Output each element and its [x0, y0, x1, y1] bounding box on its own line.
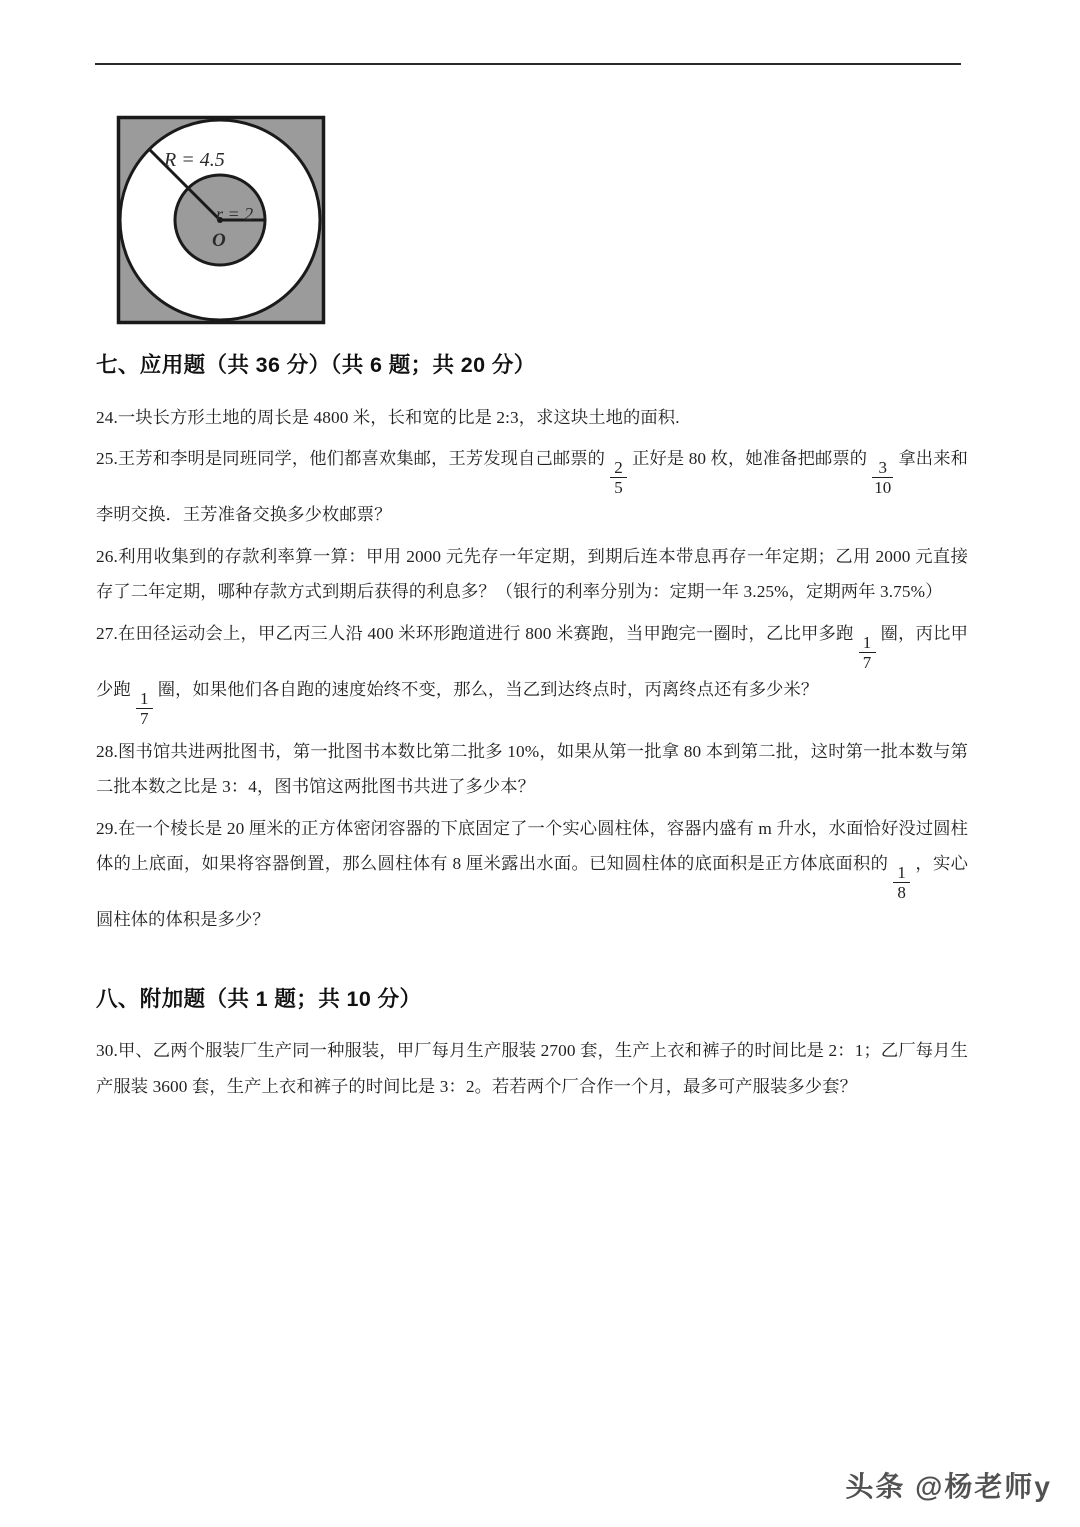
section-heading-7: 七、应用题（共 36 分）（共 6 题；共 20 分）: [96, 353, 536, 377]
question-25: [96, 441, 968, 532]
question-number: 24.: [96, 407, 118, 427]
question-text: 圈，丙比甲少跑: [96, 623, 968, 699]
question-26: [96, 539, 968, 610]
fraction-numerator: 3: [878, 458, 888, 478]
question-text: 图书馆共进两批图书，第一批图书本数比第二批多 10%，如果从第一批拿 80 本到第二批，这时第一批本数与第二批本数之比是 3：4，图书馆这两批图书共进了多少本？: [96, 741, 968, 797]
fraction-2-5: [610, 458, 627, 497]
question-number: 29.: [96, 818, 118, 838]
fraction-1-8: [893, 863, 910, 902]
inner-radius-label: r = 2: [216, 204, 254, 224]
outer-radius-label: R = 4.5: [164, 149, 225, 171]
fraction-1-7-b: [136, 689, 153, 728]
question-24: [96, 400, 968, 435]
question-text: 甲、乙两个服装厂生产同一种服装，甲厂每月生产服装 2700 套，生产上衣和裤子的时间比是 2：1；乙厂每月生产服装 3600 套，生产上衣和裤子的时间比是 3：2。若若两个厂合作一个月，最多可产服装多少套？: [96, 1041, 968, 1096]
question-30: [96, 1033, 968, 1104]
section-heading-8: 八、附加题（共 1 题；共 10 分）: [96, 986, 422, 1011]
question-text: 在一个棱长是 20 厘米的正方体密闭容器的下底固定了一个实心圆柱体，容器内盛有 m 升水，水面恰好没过圆柱体的上底面，如果将容器倒置，那么圆柱体有 8 厘米露出水面。已知圆柱体的底面积是正方体底面积的: [96, 818, 968, 874]
question-number: 26.: [96, 546, 118, 566]
question-text: 圈，如果他们各自跑的速度始终不变，那么，当乙到达终点时，丙离终点还有多少米？: [157, 679, 819, 699]
fraction-denominator: 8: [897, 883, 906, 903]
question-number: 27.: [96, 623, 118, 643]
annulus-in-square-diagram: [116, 114, 328, 328]
question-text: 一块长方形土地的周长是 4800 米，长和宽的比是 2:3，求这块土地的面积.: [117, 407, 680, 427]
question-text: 利用收集到的存款利率算一算：甲用 2000 元先存一年定期，到期后连本带息再存一年定期；乙用 2000 元直接存了二年定期，哪种存款方式到期后获得的利息多？（银行的利率分别为：定期一年 3.25%，定期两年 3.75%）: [96, 546, 968, 602]
fraction-denominator: 5: [614, 478, 623, 498]
question-text: ，实心圆柱体的体积是多少？: [96, 854, 968, 930]
center-label: O: [212, 230, 226, 251]
question-number: 25.: [96, 449, 118, 469]
question-text: 拿出来和李明交换．王芳准备交换多少枚邮票？: [96, 449, 968, 525]
header-divider: [95, 63, 961, 65]
question-number: 28.: [96, 741, 118, 761]
fraction-denominator: 7: [862, 652, 872, 672]
question-27: [96, 616, 968, 728]
watermark: 头条 @杨老师y: [845, 1471, 1052, 1502]
question-list-7: [96, 400, 968, 938]
fraction-numerator: 1: [897, 863, 906, 883]
fraction-numerator: 2: [614, 458, 623, 478]
question-list-8: [96, 1033, 968, 1104]
annulus-figure-svg: [116, 114, 328, 328]
fraction-numerator: 1: [862, 632, 872, 652]
question-number: 30.: [96, 1041, 118, 1061]
question-text: 正好是 80 枚，她准备把邮票的: [632, 449, 868, 469]
fraction-3-10: [872, 458, 893, 497]
exam-content: [96, 352, 968, 1104]
question-text: 在田径运动会上，甲乙丙三人沿 400 米环形跑道进行 800 米赛跑，当甲跑完一圈时，乙比甲多跑: [117, 623, 854, 643]
fraction-denominator: 10: [874, 478, 892, 498]
question-29: [96, 811, 968, 938]
question-text: 王芳和李明是同班同学，他们都喜欢集邮，王芳发现自己邮票的: [117, 449, 606, 469]
fraction-1-7-a: [859, 633, 876, 672]
fraction-denominator: 7: [139, 708, 149, 728]
fraction-numerator: 1: [139, 688, 149, 708]
question-28: [96, 734, 968, 805]
